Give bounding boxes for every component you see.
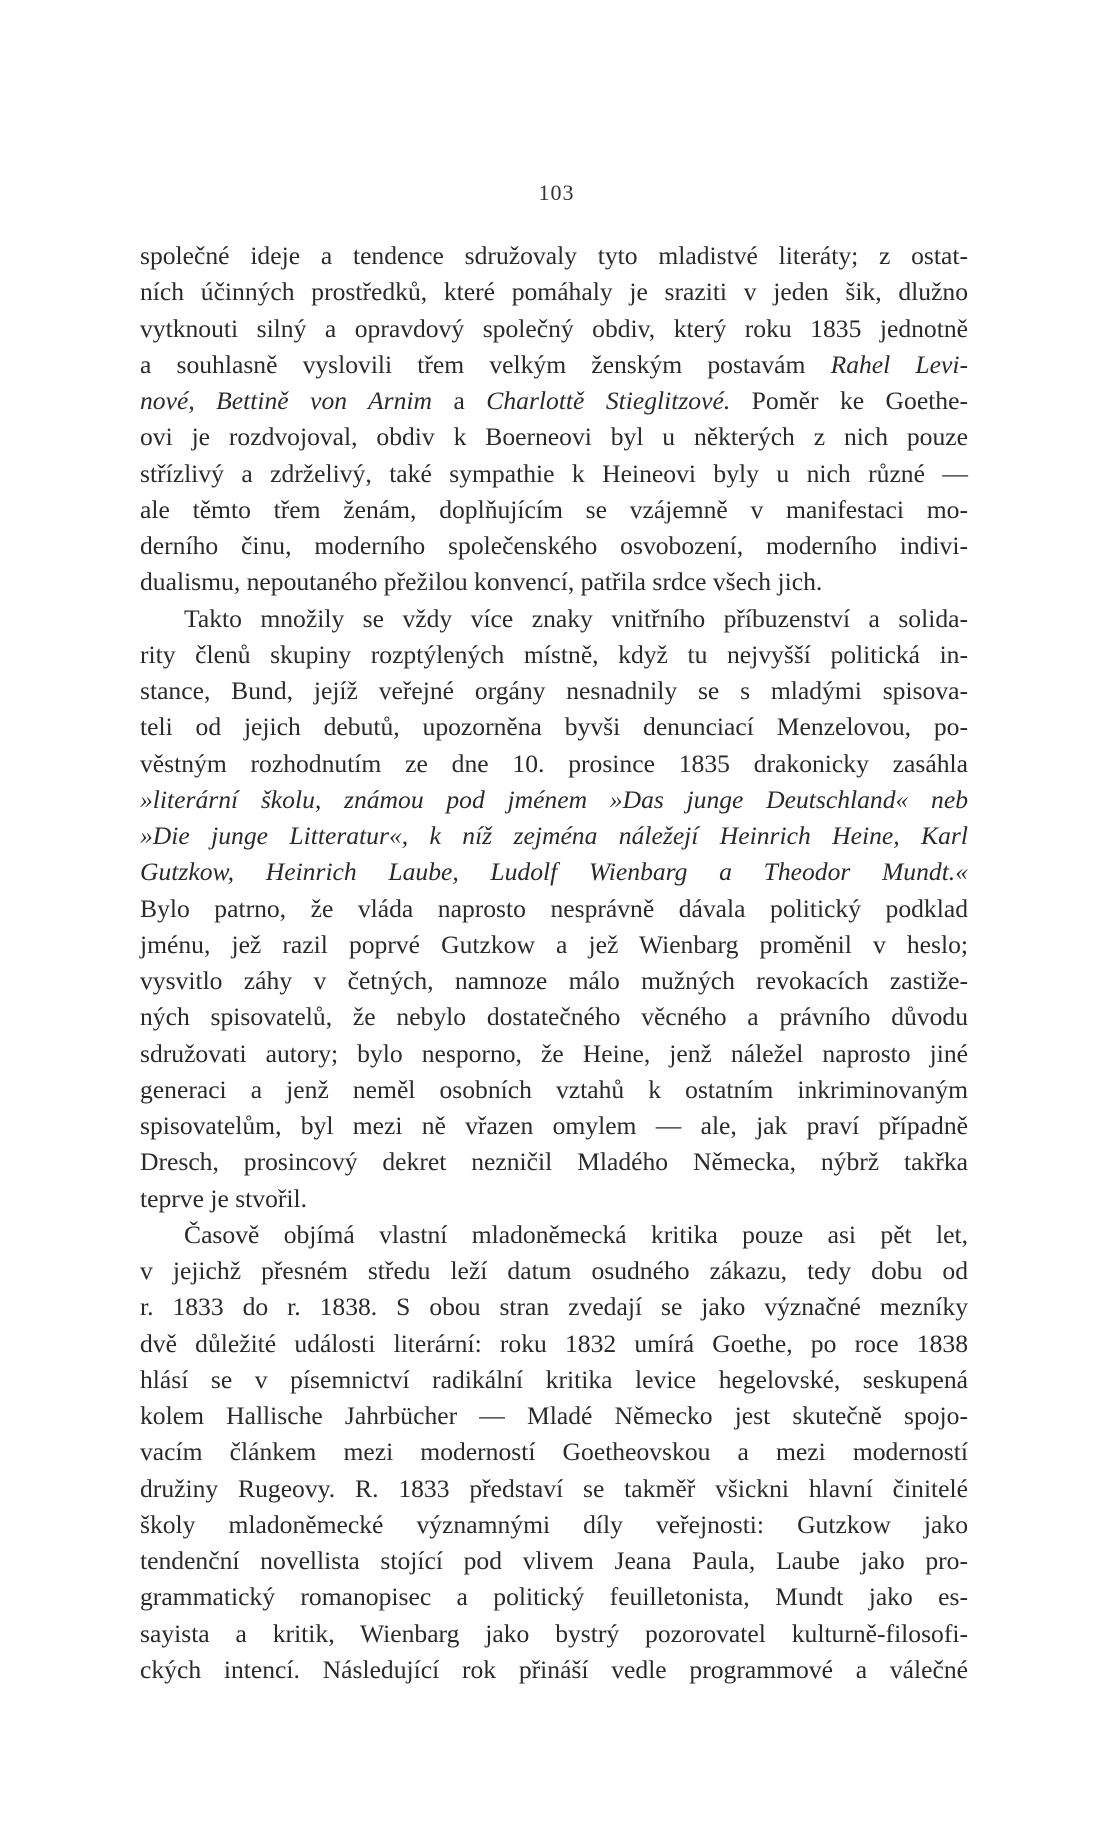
text-segment: hlásí se v písemnictví radikální kritika levice hegelovské, seskupená <box>140 1364 968 1394</box>
text-segment: dvě důležité události literární: roku 1832 umírá Goethe, po roce 1838 <box>140 1328 968 1358</box>
text-line <box>140 1434 968 1470</box>
text-segment: dualismu, nepoutaného přežilou konvencí, patřila srdce všech jich. <box>140 567 823 597</box>
text-line <box>140 1217 968 1253</box>
text-line <box>140 383 968 419</box>
text-line <box>140 238 968 274</box>
text-segment: střízlivý a zdrželivý, také sympathie k Heineovi byly u nich různé — <box>140 458 968 488</box>
text-segment: ných spisovatelů, že nebylo dostatečného věcného a právního důvodu <box>140 1002 968 1032</box>
italic-text-segment: nové, Bettině von Arnim <box>140 386 433 415</box>
text-segment: derního činu, moderního společenského osvobození, moderního indivi- <box>140 531 968 560</box>
text-segment: vytknouti silný a opravdový společný obdiv, který roku 1835 jednotně <box>140 313 968 343</box>
text-segment: Poměr ke Goethe- <box>730 386 968 415</box>
text-line <box>140 564 968 600</box>
text-segment: sdružovati autory; bylo nesporno, že Heine, jenž náležel naprosto jiné <box>140 1038 968 1068</box>
italic-text-segment: Charlottě Stieglitzové. <box>486 386 731 415</box>
text-segment: vacím článkem mezi moderností Goetheovskou a mezi moderností <box>140 1437 968 1467</box>
text-line <box>140 818 968 854</box>
text-segment: ních účinných prostředků, které pomáhaly je sraziti v jeden šik, dlužno <box>140 277 968 307</box>
text-line <box>140 637 968 673</box>
italic-text-segment: »Die junge Litteratur«, k níž zejména náležejí Heinrich Heine, Karl <box>140 821 968 850</box>
text-line <box>140 1289 968 1325</box>
text-segment: Časově objímá vlastní mladoněmecká kritika pouze asi pět let, <box>184 1219 968 1249</box>
body-text <box>140 238 968 1688</box>
text-line <box>140 1471 968 1507</box>
text-line <box>140 1543 968 1579</box>
text-segment: tendenční novellista stojící pod vlivem Jeana Paula, Laube jako pro- <box>140 1546 968 1575</box>
text-line <box>140 1326 968 1362</box>
text-line <box>140 782 968 818</box>
text-line <box>140 673 968 709</box>
text-segment: Dresch, prosincový dekret nezničil Mladého Německa, nýbrž takřka <box>140 1147 968 1177</box>
text-line <box>140 311 968 347</box>
page-number: 103 <box>538 180 575 205</box>
text-segment: jménu, jež razil poprvé Gutzkow a jež Wienbarg proměnil v heslo; <box>140 929 968 959</box>
text-line <box>140 1144 968 1180</box>
text-line <box>140 891 968 927</box>
text-line <box>140 1362 968 1398</box>
text-segment: sayista a kritik, Wienbarg jako bystrý pozorovatel kulturně-filosofi- <box>140 1618 968 1648</box>
text-line <box>140 1616 968 1652</box>
text-segment: ckých intencí. Následující rok přináší vedle programmové a válečné <box>140 1654 968 1684</box>
text-line <box>140 1181 968 1217</box>
text-segment: a <box>432 386 487 415</box>
text-line <box>140 999 968 1035</box>
text-line <box>140 709 968 745</box>
text-line <box>140 492 968 528</box>
text-line <box>140 1507 968 1543</box>
text-line <box>140 1398 968 1434</box>
italic-text-segment: Rahel Levi- <box>830 349 968 379</box>
text-line <box>140 274 968 310</box>
text-line <box>140 963 968 999</box>
text-line <box>140 1579 968 1615</box>
text-segment: školy mladoněmecké významnými díly veřejnosti: Gutzkow jako <box>140 1509 968 1539</box>
text-line <box>140 528 968 564</box>
text-segment: Takto množily se vždy více znaky vnitřního příbuzenství a solida- <box>184 603 968 633</box>
text-segment: společné ideje a tendence sdružovaly tyto mladistvé literáty; z ostat- <box>140 241 968 270</box>
text-line <box>140 1108 968 1144</box>
text-segment: věstným rozhodnutím ze dne 10. prosince 1835 drakonicky zasáhla <box>140 748 968 778</box>
text-segment: kolem Hallische Jahrbücher — Mladé Německo jest skutečně spojo- <box>140 1401 968 1430</box>
text-segment: teprve je stvořil. <box>140 1183 308 1213</box>
text-line <box>140 601 968 637</box>
text-segment: ovi je rozdvojoval, obdiv k Boerneovi byl u některých z nich pouze <box>140 422 968 452</box>
text-line <box>140 854 968 890</box>
text-line <box>140 456 968 492</box>
italic-text-segment: Gutzkow, Heinrich Laube, Ludolf Wienbarg a Theodor Mundt.« <box>140 857 968 887</box>
text-segment: rity členů skupiny rozptýlených místně, když tu nejvyšší politická in- <box>140 639 968 669</box>
text-segment: stance, Bund, jejíž veřejné orgány nesnadnily se s mladými spisova- <box>140 676 968 705</box>
text-segment: a souhlasně vyslovili třem velkým ženským postavám <box>140 349 831 379</box>
text-line <box>140 1072 968 1108</box>
text-line <box>140 746 968 782</box>
text-line <box>140 927 968 963</box>
italic-text-segment: »literární školu, známou pod jménem »Das junge Deutschland« neb <box>140 784 968 814</box>
text-segment: teli od jejich debutů, upozorněna byvši denunciací Menzelovou, po- <box>140 712 968 742</box>
text-segment: spisovatelům, byl mezi ně vřazen omylem — ale, jak praví případně <box>140 1111 968 1140</box>
text-line <box>140 1253 968 1289</box>
text-segment: r. 1833 do r. 1838. S obou stran zvedají se jako význačné mezníky <box>140 1292 968 1322</box>
text-segment: Bylo patrno, že vláda naprosto nesprávně dávala politický podklad <box>140 893 968 923</box>
text-segment: v jejichž přesném středu leží datum osudného zákazu, tedy dobu od <box>140 1256 968 1285</box>
text-segment: grammatický romanopisec a politický feuilletonista, Mundt jako es- <box>140 1582 968 1612</box>
text-segment: družiny Rugeovy. R. 1833 představí se takměř všickni hlavní činitelé <box>140 1473 968 1503</box>
text-segment: vysvitlo záhy v četných, namnoze málo mužných revokacích zastiže- <box>140 966 968 995</box>
text-line <box>140 1652 968 1688</box>
text-line <box>140 347 968 383</box>
text-line <box>140 1036 968 1072</box>
text-segment: generaci a jenž neměl osobních vztahů k ostatním inkriminovaným <box>140 1074 968 1104</box>
text-segment: ale těmto třem ženám, doplňujícím se vzájemně v manifestaci mo- <box>140 494 968 524</box>
text-line <box>140 419 968 455</box>
